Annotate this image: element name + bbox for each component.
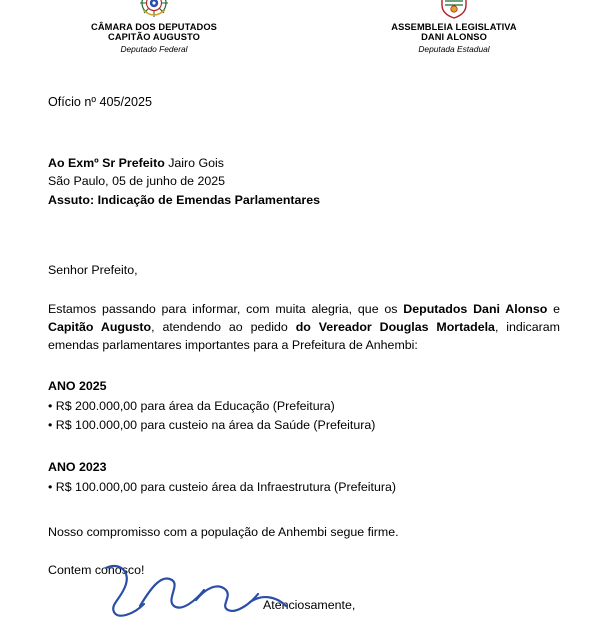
greeting: Senhor Prefeito,: [48, 262, 138, 277]
letterhead-right-subtitle: Deputada Estadual: [418, 43, 490, 54]
letterhead-left-line2: CAPITÃO AUGUSTO: [108, 32, 200, 43]
letterhead-left: [49, 0, 259, 54]
year-heading-2023: ANO 2023: [48, 459, 107, 474]
closing-line-1: Nosso compromisso com a população de Anhembi segue firme.: [48, 525, 399, 540]
place-date: São Paulo, 05 de junho de 2025: [48, 174, 226, 189]
recipient-name: Jairo Gois: [168, 155, 224, 170]
signoff: Atenciosamente,: [263, 598, 356, 613]
paragraph-part2: e: [547, 302, 560, 317]
oficio-number: Ofício nº 405/2025: [48, 95, 153, 109]
address-block: [48, 155, 560, 210]
letterhead-left-line1: CÂMARA DOS DEPUTADOS: [91, 22, 217, 32]
letterhead-right: [349, 0, 559, 54]
subject-line: [48, 192, 560, 210]
paragraph-bold1: Deputados Dani Alonso: [403, 302, 548, 317]
main-paragraph: [48, 301, 560, 354]
list-item: • R$ 100.000,00 para custeio na área da Saúde (Prefeitura): [48, 418, 376, 433]
year-heading-2025: ANO 2025: [48, 379, 107, 394]
paragraph-part4: , indicaram emendas parlamentares importantes para a Prefeitura de Anhembi:: [48, 319, 560, 352]
sao-paulo-state-coat-of-arms-icon: [435, 0, 473, 21]
subject-text: Indicação de Emendas Parlamentares: [97, 193, 321, 208]
document-body: [0, 94, 608, 615]
recipient-prefix: Ao Exmº Sr Prefeito: [48, 155, 165, 170]
brazil-coat-of-arms-icon: [135, 0, 173, 21]
paragraph-part1: Estamos passando para informar, com muita alegria, que os: [48, 302, 404, 317]
paragraph-bold2: Capitão Augusto: [48, 319, 152, 334]
letterhead-right-line1: ASSEMBLEIA LEGISLATIVA: [391, 22, 517, 32]
paragraph-part3: , atendendo ao pedido: [151, 319, 296, 334]
list-item: • R$ 200.000,00 para área da Educação (Prefeitura): [48, 398, 335, 413]
paragraph-bold3: do Vereador Douglas Mortadela: [295, 319, 495, 334]
list-item: • R$ 100.000,00 para custeio área da Infraestrutura (Prefeitura): [48, 479, 397, 494]
recipient-line: [48, 155, 560, 173]
subject-label: Assuto:: [48, 193, 95, 208]
closing-line-2: Contem conosco!: [48, 562, 145, 577]
handwritten-signature-icon: [100, 560, 310, 620]
letterhead: [0, 0, 608, 62]
letterhead-right-line2: DANI ALONSO: [421, 32, 487, 43]
letterhead-left-subtitle: Deputado Federal: [120, 43, 188, 54]
